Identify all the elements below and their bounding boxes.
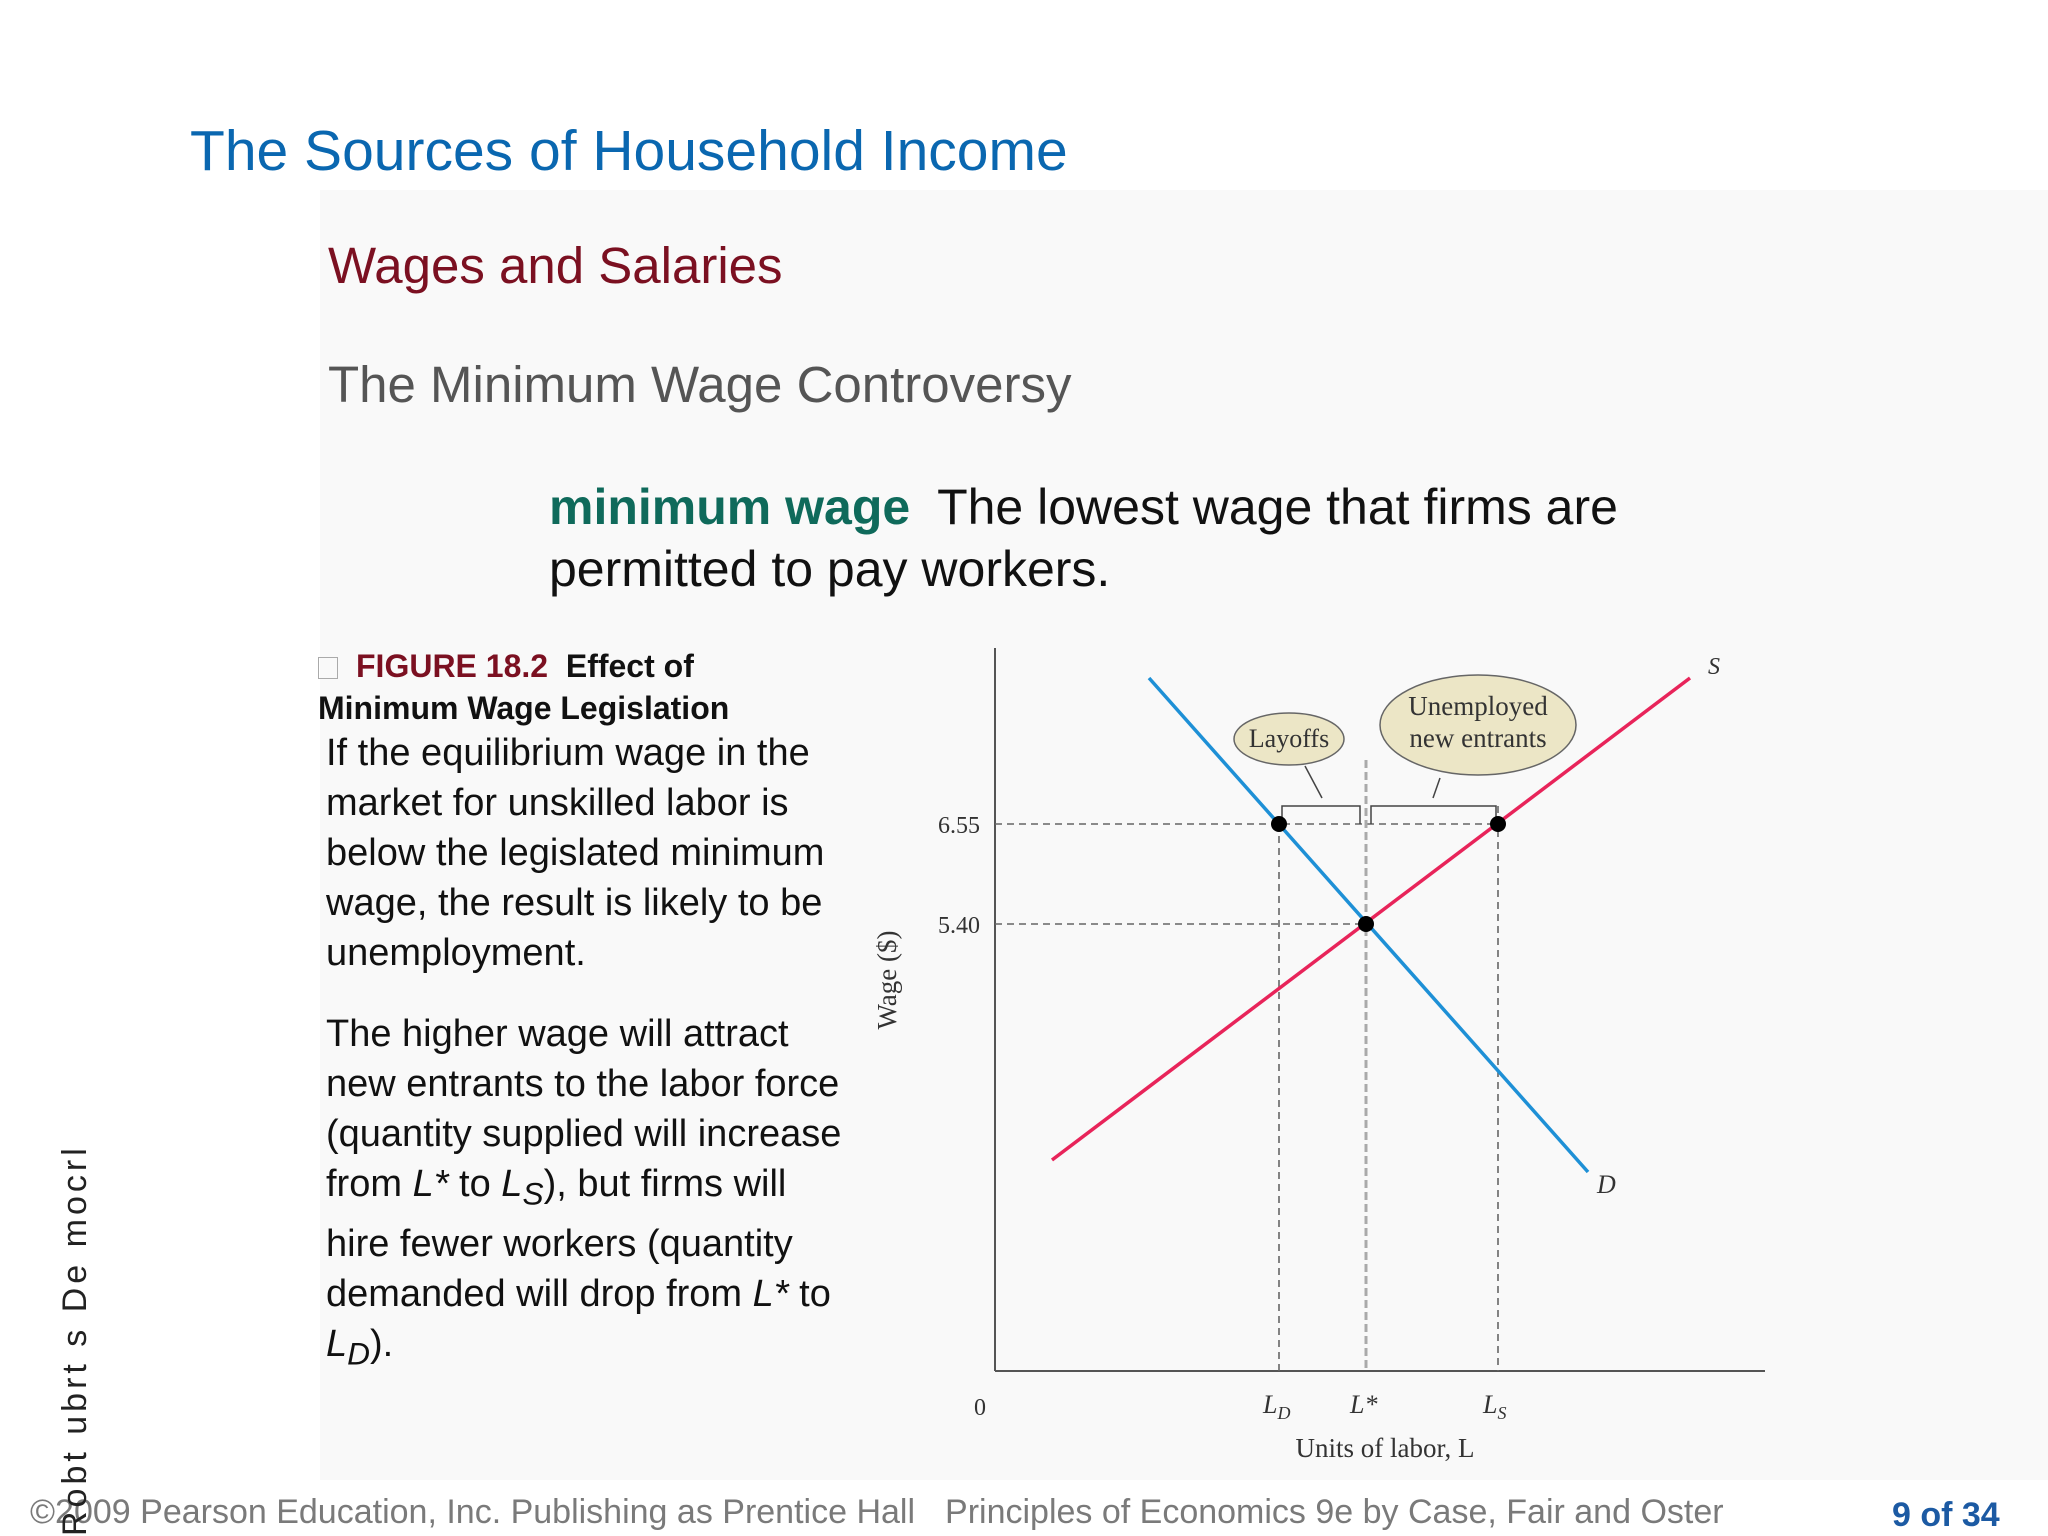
layoffs-bracket xyxy=(1282,806,1360,824)
footer xyxy=(30,1493,1724,1532)
figure-title-part1: Effect of xyxy=(565,648,694,684)
slide-subtitle: Wages and Salaries xyxy=(328,237,783,294)
unemployed-bracket xyxy=(1371,806,1496,824)
layoffs-label: Layoffs xyxy=(1248,724,1330,753)
unemployed-pointer xyxy=(1433,778,1440,798)
to-word-2: to xyxy=(788,1272,831,1315)
y-tick-540: 5.40 xyxy=(938,913,980,939)
to-word: to xyxy=(448,1163,502,1205)
origin-label: 0 xyxy=(974,1395,986,1421)
ls-subscript: S xyxy=(522,1175,544,1212)
ld-term: L xyxy=(326,1322,348,1365)
minimum-wage-chart xyxy=(860,640,1800,1480)
point-equilibrium xyxy=(1358,916,1374,932)
x-axis-label: Units of labor, L xyxy=(1295,1433,1475,1463)
figure-description xyxy=(326,728,846,1378)
figure-checkbox-icon xyxy=(318,657,338,679)
paragraph2-text-b: ), but firms will hire fewer workers (quantity demanded will drop from xyxy=(326,1163,793,1315)
page-number: 9 of 34 xyxy=(1892,1496,2000,1534)
definition-text-line2: permitted to pay workers. xyxy=(549,541,1111,597)
figure-number: FIGURE 18.2 xyxy=(356,648,549,684)
x-tick-ld: $L_D$ xyxy=(1263,1390,1291,1423)
unemployed-label-line1: Unemployed xyxy=(1408,691,1548,721)
layoffs-pointer xyxy=(1305,766,1322,798)
demand-label: D xyxy=(1597,1170,1616,1199)
definition-text-line1: The lowest wage that firms are xyxy=(937,479,1618,535)
supply-label: S xyxy=(1708,654,1720,680)
lstar-term: L* xyxy=(412,1163,449,1205)
point-ld-655 xyxy=(1271,816,1287,832)
figure-title-part2: Minimum Wage Legislation xyxy=(318,690,730,726)
slide-topic: The Minimum Wage Controversy xyxy=(328,356,1072,413)
definition xyxy=(549,476,1749,600)
slide-title: The Sources of Household Income xyxy=(190,119,1068,183)
ld-subscript: D xyxy=(347,1335,371,1372)
footer-copyright: ©2009 Pearson Education, Inc. Publishing as Prentice Hall xyxy=(30,1493,916,1531)
point-ls-655 xyxy=(1490,816,1506,832)
lstar-term-2: L* xyxy=(752,1272,789,1315)
definition-term: minimum wage xyxy=(549,479,911,535)
footer-book: Principles of Economics 9e by Case, Fair and Oster xyxy=(945,1493,1724,1531)
paragraph2-text-a: The higher wage will attract new entrants to the labor force (quantity supplied will increase from xyxy=(326,1013,842,1205)
paragraph2-text-c: ). xyxy=(370,1322,394,1365)
figure-caption xyxy=(318,645,878,729)
side-vertical-text: Robt ubrt s De mocrl xyxy=(56,1144,94,1536)
y-tick-655: 6.55 xyxy=(938,813,980,839)
ls-term: L xyxy=(501,1163,523,1205)
unemployed-label-line2: new entrants xyxy=(1409,723,1547,753)
x-tick-ls: $L_S$ xyxy=(1483,1390,1507,1423)
figure-paragraph-2 xyxy=(326,1009,846,1378)
y-axis-label: Wage ($) xyxy=(872,930,902,1030)
figure-paragraph-1: If the equilibrium wage in the market for unskilled labor is below the legislated minimum wage, the result is likely to be unemployment. xyxy=(326,732,825,974)
x-tick-lstar: L* xyxy=(1350,1390,1378,1419)
